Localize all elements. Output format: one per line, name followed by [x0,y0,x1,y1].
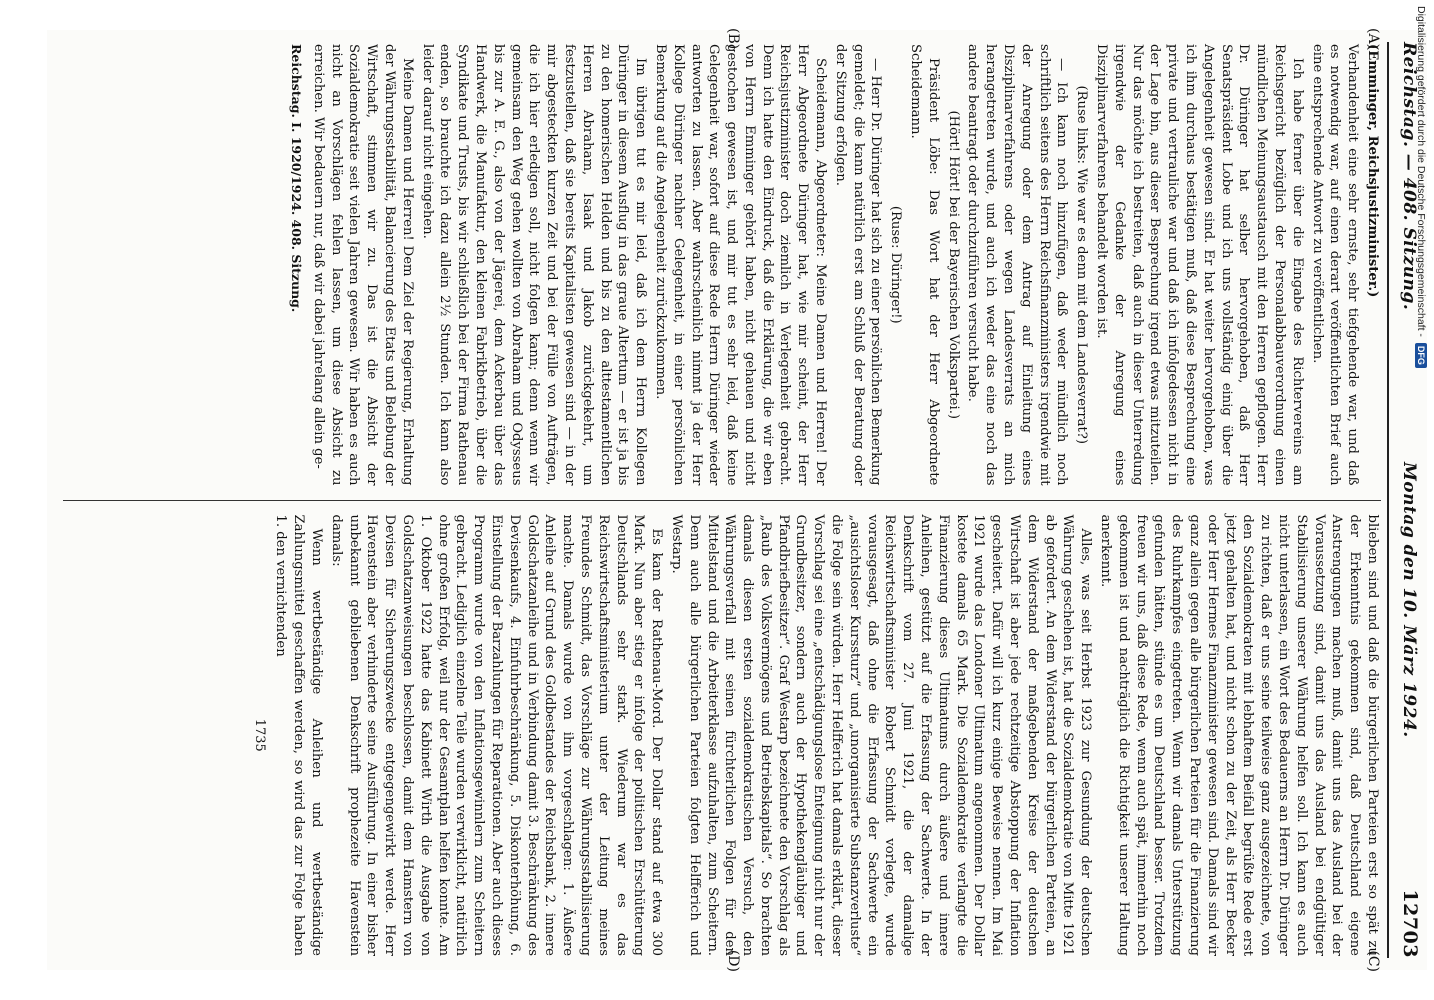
header-left: Reichstag. — 408. Sitzung. [1399,42,1419,311]
left-column [63,42,1381,488]
digitization-text: Digitalisierung gefördert durch die Deutsche Forschungsgemeinschaft - [1415,6,1427,337]
paragraph: Verhandenheit eine sehr ernste, sehr tiefgehende war, und daß es notwendig war, auf einen derart veröffentlichten Brief auch eine entsprechende Antwort zu veröffentlichen. [1309,44,1361,486]
text-columns [63,28,1381,972]
paragraph: Es kam der Rathenau-Mord. Der Dollar stand auf etwa 300 Mark. Nun aber stieg er infolge der politischen Erschütterung Deutschlands sehr stark. Wiederum war es das Reichswirtschaftsministerium unter der Leitung meines Freundes Schmidt, das Vorschläge zur Währungsstabilisierung machte. Damals wurde von ihm vorgeschlagen: 1. Äußere Anleihe auf Grund des Goldbestandes der Reichsbank, 2. innere Goldschatzanleihe und in Verbindung damit 3. Beschränkung des Devisenkaufs, 4. Einfuhrbeschränkung, 5. Diskonterhöhung, 6. Einstellung der Barzahlungen für Reparationen. Aber auch dieses Programm wurde von den Inflationsgewinnlern zum Scheitern gebracht. Lediglich einzelne Teile wurden verwirklicht, natürlich ohne großen Erfolg, weil nur der Gesamtplan helfen konnte. Am 1. Oktober 1922 hatte das Kabinett Wirth die Ausgabe von Goldschatzanweisungen beschlossen, damit dem Hamstern von Devisen für Sicherungszwecke entgegengewirkt werde. Herr Havenstein aber verhinderte seine Ausführung. In einer bisher unbekannt gebliebenen Denkschrift prophezeite Havenstein damals: [328,514,665,957]
paragraph: blieben sind und daß die bürgerlichen Parteien erst so spät zu der Erkenntnis gekommen sind, daß Deutschland eigene Anstrengungen machen muß, damit uns das Ausland bei der Voraussetzung sind, damit uns das Ausland bei endgültiger Stabilisierung unserer Währung helfen soll. Ich kann es auch nicht unterlassen, ein Wort des Bedauerns an Herrn Dr. Düringer zu richten, daß er uns seine teilweise ganz ausgezeichnete, von den Sozialdemokraten mit lebhaftem Beifall begrüßte Rede erst jetzt gehalten hat, und nicht schon zu der Zeit, als Herr Becker oder Herr Hermes Finanzminister gewesen sind. Damals sind wir ganz allein gegen alle bürgerlichen Parteien für die Finanzierung des Ruhrkampfes eingetreten. Wenn wir damals Unterstützung gefunden hätten, stünde es um Deutschland besser. Trotzdem freuen wir uns, daß diese Rede, wenn auch spät, immerhin noch gekommen ist und nachträglich die Richtigkeit unserer Haltung anerkennt. [1098,514,1380,956]
paragraph: — Herr Dr. Düringer hat sich zu einer persönlichen Bemerkung gemeldet; die kann natürlich erst am Schluß der Beratung oder der Sitzung erfolgen. [832,44,884,486]
interjection: (Ruse: Düringer!) [888,205,904,324]
speaker-head: (Emminger, Reichsjustizminister.) [1365,44,1380,298]
scanned-page [47,30,1427,970]
right-column [63,513,1381,959]
margin-mark-a: (A) [1365,28,1381,50]
digitization-note [1412,6,1430,994]
interjection: (Hört! Hört! bei der Bayerischen Volkspartei.) [945,110,961,420]
paragraph: Ich habe ferner über die Eingabe des Richtervereins am Reichsgericht bezüglich der Personalabbauverordnung einen mündlichen Meinungsaustausch mit den Herren gepflogen. Herr Dr. Düringer hat selber hervorgehoben, daß Herr Senatspräsident Lobe und ich uns vollständig einig über die Angelegenheit gewesen sind. Er hat weiter hervorgehoben, was ich ihm durchaus bestätigen muß, daß diese Besprechung eine private und vertrauliche war und daß ich infolgedessen nicht in der Lage bin, aus dieser Besprechung irgend etwas mitzuteilen. Nur das möchte ich bestreiten, daß auch in dieser Unterredung irgendwie der Gedanke der Anregung eines Disziplinarverfahrens behandelt worden ist. [1094,44,1305,486]
interjection: (Ruse links: Wie war es denn mit dem Landesverrat?) [1074,85,1090,445]
paragraph: Präsident Löbe: Das Wort hat der Herr Abgeordnete Scheidemann. [908,44,941,486]
margin-mark-c: (C) [1365,950,1381,972]
paragraph: Alles, was seit Herbst 1923 zur Gesundung der deutschen Währung geschehen ist, hat die Sozialdemokratie von Mitte 1921 ab gefordert. An dem Widerstand der bürgerlichen Parteien, an dem Widerstand der maßgebenden Kreise der deutschen Wirtschaft ist aber jede rechtzeitige Abstoppung der Inflation gescheitert. Dafür will ich kurz einige Beweise nennen. Im Mai 1921 wurde das Londoner Ultimatum angenommen. Der Dollar kostete damals 65 Mark. Die Sozialdemokratie verlangte die Finanzierung dieses Ultimatums durch äußere und innere Anleihen, gestützt auf die Erfassung der Sachwerte. In der Denkschrift vom 27. Juni 1921, die der damalige Reichswirtschaftsminister Robert Schmidt vorlegte, wurde vorausgesagt, daß ohne die Erfassung der Sachwerte ein „ausichtsloser Kurssturz“ und „unorganisierte Substanzverluste“ die Folge sein würden. Herr Helfferich hat damals erklärt, dieser Vorschlag sei eine „entschädigungslose Enteignung nicht nur der Grundbesitzer, sondern auch der Hypothekengläubiger und Pfandbriefbesitzer“. Graf Westarp bezeichnete den Vorschlag als „Raub des Volksvermögens und Betriebskapitals“. So brachten damals diesen ersten sozialdemokratischen Versuch, den Währungsverfall mit seinen fürchterlichen Folgen für den Mittelstand und die Arbeiterklasse aufzuhalten, zum Scheitern. Denn auch alle bürgerlichen Parteien folgten Helfferich und Westarp. [668,514,1094,956]
footer-source: Reichstag. I. 1920/1924. 408. Sitzung. [288,44,304,313]
header-date: Montag den 10. März 1924. [1399,461,1419,738]
paragraph: Meine Damen und Herren! Dem Ziel der Regierung, Erhaltung der Währungsstabilität, Balancierung des Etats und Belebung der Wirtschaft, stimmen wir zu. Das ist die Absicht der Sozialdemokratie seit vielen Jahren gewesen. Wir haben es auch nicht an Vorschlägen fehlen lassen, um diese Absicht zu erreichen. Wir bedauern nur, daß wir dabei jahrelang allein ge- [310,44,415,486]
footer-left [287,44,305,486]
footer-number: 1735 [251,718,267,752]
dfg-logo-icon: DFG [1415,343,1427,368]
margin-mark-b: (B) [725,28,741,50]
page-number: 12703 [1399,889,1421,958]
paragraph: Im übrigen tut es mir leid, daß ich dem Herrn Kollegen Düringer in diesem Ausflug in das graue Altertum — er ist ja bis zu den homerischen Helden und bis zu den alttestamentlichen Herren Abraham, Isaak und Jakob zurückgekehrt, um festzustellen, daß sie bereits Kapitalisten gewesen sind — in der mir abgesteckten kurzen Zeit und bei der Fülle von Aufträgen, die ich hier erledigen soll, nicht folgen kann; denn wenn wir gemeinsam den Weg gehen wollten von Abraham und Odysseus bis zur A. E. G., also von der Jägerei, dem Ackerbau über das Handwerk, die Manufaktur, den kleinen Fabrikbetrieb, über die Syndikate und Trusts, bis wir schließlich bei der Firma Rathenau enden, so brauchte ich dazu allein 2½ Stunden. Ich kann also leider darauf nicht eingehen. [419,44,649,486]
paragraph: Scheidemann, Abgeordneter: Meine Damen und Herren! Der Herr Abgeordnete Düringer hat, wie mir scheint, der Herr Reichsjustizminister doch ziemlich in Verlegenheit gebracht. Denn ich hatte den Eindruck, daß die Erklärung, die wir eben von Herrn Emminger gehört haben, nicht gehauen und nicht gestochen gewesen ist, und mir tut es sehr leid, daß keine Gelegenheit war, sofort auf diese Rede Herrn Düringer wieder antworten zu lassen. Aber wahrscheinlich nimmt ja der Herr Kollege Düringer nachher Gelegenheit, in einer persönlichen Bemerkung auf die Angelegenheit zurückzukommen. [652,44,829,486]
quotation: Wenn wertbeständige Anleihen und wertbeständige Zahlungsmittel geschaffen werden, so wird das zur Folge haben 1. den vernichtenden [273,514,324,956]
paragraph: — Ich kann noch hinzufügen, daß weder mündlich noch schriftlich seitens des Herrn Reichsfinanzministers irgendwie mit der Anregung oder dem Antrag auf Einleitung eines Disziplinarverfahrens oder wegen Landesverrats an mich herangetreten wurde, und auch ich weder das eine noch das andere beantragt oder durchzuführen versucht habe. [965,44,1070,486]
margin-mark-d: (D) [725,949,741,972]
column-divider [63,500,1381,501]
